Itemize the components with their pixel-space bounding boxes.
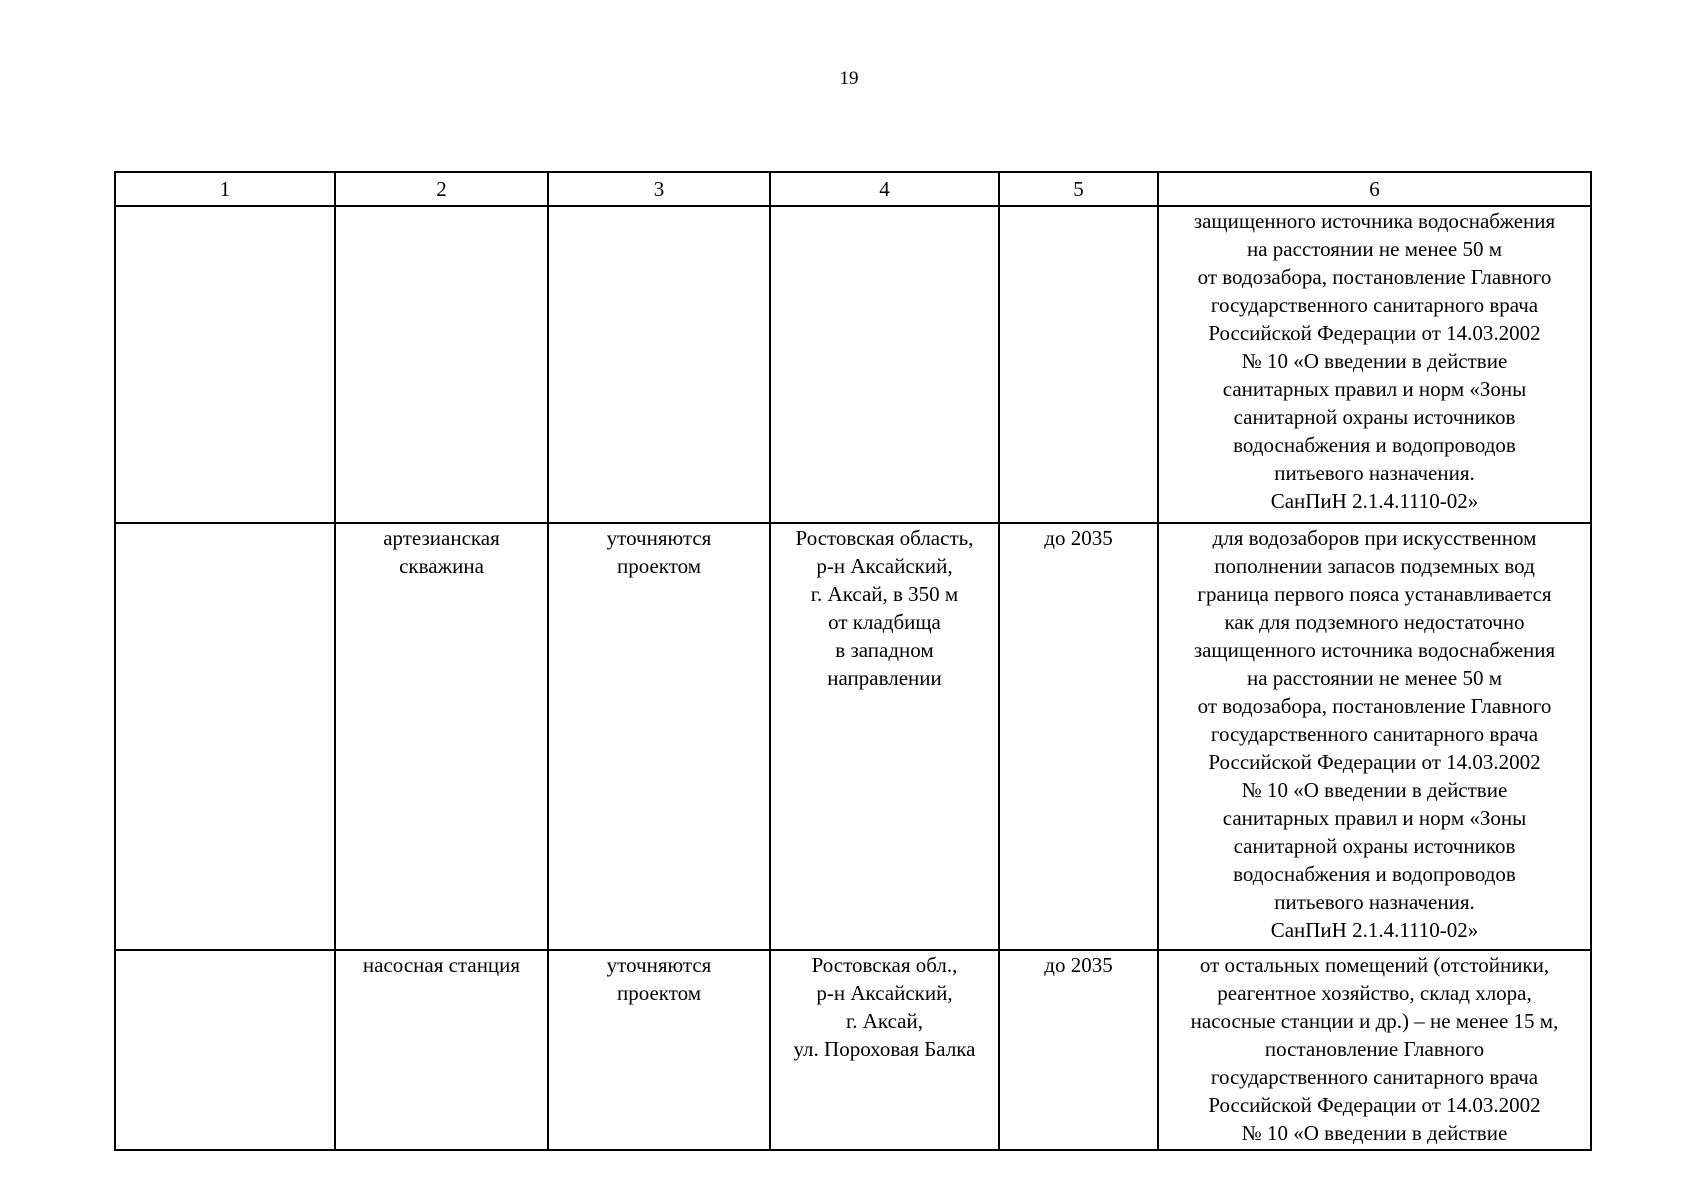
column-number-3: 3 xyxy=(548,172,770,206)
cell-text-line: водоснабжения и водопроводов xyxy=(1233,862,1516,886)
cell-text-line: р-н Аксайский, xyxy=(816,554,953,578)
cell-text-line: до 2035 xyxy=(1044,953,1113,977)
cell-text-line: государственного санитарного врача xyxy=(1210,722,1539,746)
cell-text-line: р-н Аксайский, xyxy=(816,981,953,1005)
cell-text-line: защищенного источника водоснабжения xyxy=(1193,638,1556,662)
deadline-cell xyxy=(999,206,1158,523)
cell-text-line: артезианская xyxy=(383,526,500,550)
cell-text-line: Ростовская обл., xyxy=(811,953,958,977)
object-type-cell xyxy=(115,523,335,950)
table-row xyxy=(115,950,1591,1150)
cell-text-line: водоснабжения и водопроводов xyxy=(1233,433,1516,457)
cell-text-line: Ростовская область, xyxy=(795,526,974,550)
cell-text-line: санитарной охраны источников xyxy=(1233,405,1516,429)
cell-text-line: Российской Федерации от 14.03.2002 xyxy=(1208,750,1541,774)
cell-text-line: питьевого назначения. xyxy=(1274,890,1475,914)
cell-text-line: как для подземного недостаточно xyxy=(1224,610,1525,634)
cell-text-line: г. Аксай, в 350 м xyxy=(810,582,959,606)
cell-text-line: Российской Федерации от 14.03.2002 xyxy=(1208,1093,1541,1117)
cell-text-line: защищенного источника водоснабжения xyxy=(1193,209,1556,233)
capacity-cell xyxy=(548,950,770,1150)
cell-text-line: для водозаборов при искусственном xyxy=(1212,526,1537,550)
cell-text-line: уточняются xyxy=(606,526,712,550)
cell-text-line: государственного санитарного врача xyxy=(1210,1065,1539,1089)
document-table xyxy=(114,171,1592,1151)
cell-text-line: граница первого пояса устанавливается xyxy=(1197,582,1552,606)
column-number-6: 6 xyxy=(1158,172,1591,206)
cell-text-line: ул. Пороховая Балка xyxy=(793,1037,976,1061)
deadline-cell xyxy=(999,523,1158,950)
column-number-5: 5 xyxy=(999,172,1158,206)
cell-text-line: скважина xyxy=(399,554,484,578)
table-row xyxy=(115,206,1591,523)
page-number: 19 xyxy=(839,68,859,89)
column-number-2: 2 xyxy=(335,172,548,206)
cell-text-line: от водозабора, постановление Главного xyxy=(1197,694,1552,718)
cell-text-line: санитарных правил и норм «Зоны xyxy=(1222,377,1527,401)
location-cell xyxy=(770,206,999,523)
cell-text-line: на расстоянии не менее 50 м xyxy=(1247,237,1502,261)
object-name-cell xyxy=(335,950,548,1150)
zone-description-cell xyxy=(1158,523,1591,950)
object-type-cell xyxy=(115,950,335,1150)
cell-text-line: санитарных правил и норм «Зоны xyxy=(1222,806,1527,830)
object-name-cell xyxy=(335,523,548,950)
cell-text-line: направлении xyxy=(827,666,942,690)
zone-description-cell xyxy=(1158,950,1591,1150)
cell-text-line: от остальных помещений (отстойники, xyxy=(1199,953,1550,977)
cell-text-line: насосная станция xyxy=(362,953,521,977)
capacity-cell xyxy=(548,523,770,950)
column-number-1: 1 xyxy=(115,172,335,206)
location-cell xyxy=(770,950,999,1150)
zone-description-cell xyxy=(1158,206,1591,523)
cell-text-line: постановление Главного xyxy=(1264,1037,1485,1061)
cell-text-line: санитарной охраны источников xyxy=(1233,834,1516,858)
cell-text-line: № 10 «О введении в действие xyxy=(1241,349,1508,373)
cell-text-line: от кладбища xyxy=(828,610,941,634)
table-header-row xyxy=(115,172,1591,206)
table-row xyxy=(115,523,1591,950)
cell-text-line: насосные станции и др.) – не менее 15 м, xyxy=(1190,1009,1559,1033)
cell-text-line: № 10 «О введении в действие xyxy=(1241,1121,1508,1145)
cell-text-line: питьевого назначения. xyxy=(1274,461,1475,485)
cell-text-line: реагентное хозяйство, склад хлора, xyxy=(1217,981,1532,1005)
cell-text-line: государственного санитарного врача xyxy=(1210,293,1539,317)
location-cell xyxy=(770,523,999,950)
cell-text-line: г. Аксай, xyxy=(846,1009,923,1033)
object-name-cell xyxy=(335,206,548,523)
cell-text-line: до 2035 xyxy=(1044,526,1113,550)
cell-text-line: СанПиН 2.1.4.1110-02» xyxy=(1270,918,1479,942)
cell-text-line: СанПиН 2.1.4.1110-02» xyxy=(1270,489,1479,513)
deadline-cell xyxy=(999,950,1158,1150)
capacity-cell xyxy=(548,206,770,523)
cell-text-line: проектом xyxy=(616,554,702,578)
cell-text-line: на расстоянии не менее 50 м xyxy=(1247,666,1502,690)
cell-text-line: проектом xyxy=(616,981,702,1005)
cell-text-line: № 10 «О введении в действие xyxy=(1241,778,1508,802)
object-type-cell xyxy=(115,206,335,523)
cell-text-line: от водозабора, постановление Главного xyxy=(1197,265,1552,289)
column-number-4: 4 xyxy=(770,172,999,206)
cell-text-line: пополнении запасов подземных вод xyxy=(1214,554,1535,578)
cell-text-line: Российской Федерации от 14.03.2002 xyxy=(1208,321,1541,345)
cell-text-line: в западном xyxy=(835,638,934,662)
cell-text-line: уточняются xyxy=(606,953,712,977)
